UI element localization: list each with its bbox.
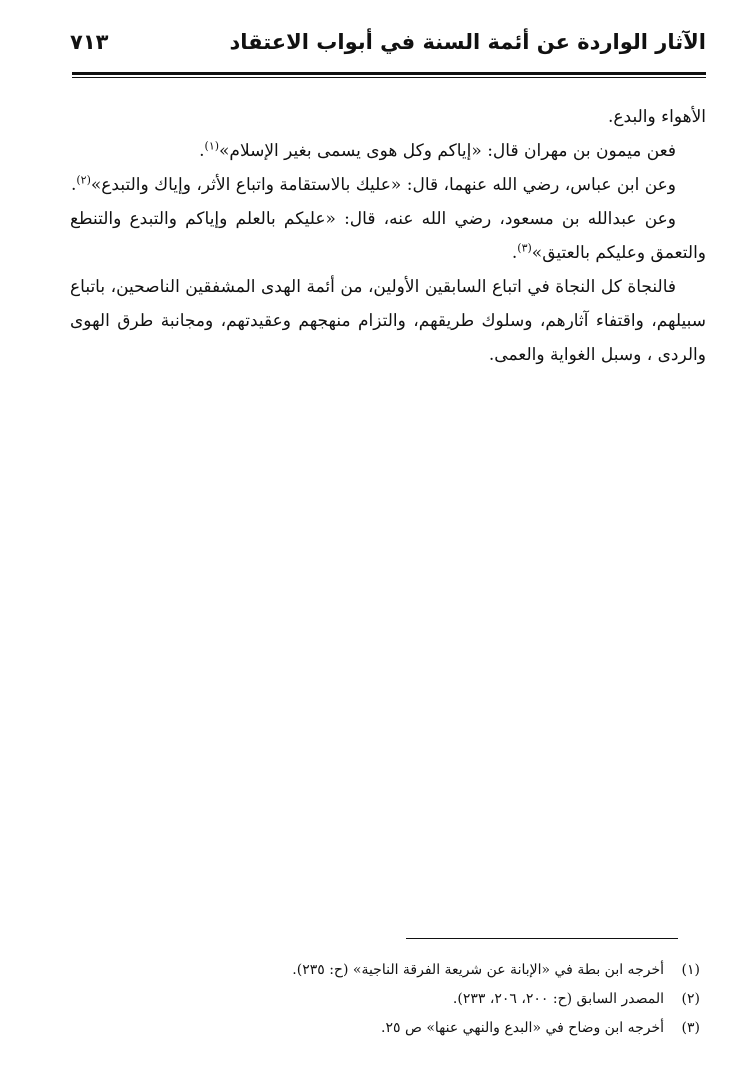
- paragraph-3: [70, 168, 706, 202]
- page-header: [70, 28, 706, 68]
- footnote-text: المصدر السابق (ح: ٢٠٠، ٢٠٦، ٢٣٣).: [452, 991, 664, 1007]
- body-text: [70, 100, 706, 372]
- paragraph-4: [70, 202, 706, 270]
- paragraph-2-end: .: [199, 141, 205, 161]
- footnote-2: [180, 985, 700, 1014]
- header-rule-thin: [72, 77, 706, 78]
- paragraph-1: الأهواء والبدع.: [608, 107, 706, 127]
- paragraph-5: فالنجاة كل النجاة في اتباع السابقين الأولين، من أئمة الهدى المشفقين الناصحين، باتباع سبيلهم، واقتفاء آثارهم، وسلوك طريقهم، والتزام منهجهم وعقيدتهم، ومجانبة طرق الهوى والردى ، وسبل الغواية والعمى.: [70, 277, 706, 365]
- footnote-number: (١): [681, 962, 700, 978]
- footnote-ref-3[interactable]: (٣): [517, 241, 532, 255]
- paragraph-4-end: .: [511, 243, 518, 263]
- paragraph-4-text: وعن عبدالله بن مسعود، رضي الله عنه، قال: «عليكم بالعلم وإياكم والتبدع والتنطع والتعمق وعليكم بالعتيق»: [70, 209, 706, 263]
- footnote-3: [180, 1014, 700, 1043]
- running-title: الآثار الواردة عن أئمة السنة في أبواب الاعتقاد: [229, 30, 706, 54]
- page-number: ٧١٣: [70, 30, 109, 54]
- footnote-1: [180, 956, 700, 985]
- paragraph-3-end: .: [70, 175, 77, 195]
- footnote-number: (٢): [681, 991, 700, 1007]
- footnote-text: أخرجه ابن وضاح في «البدع والنهي عنها» ص ٢٥.: [381, 1020, 664, 1036]
- footnote-text: أخرجه ابن بطة في «الإبانة عن شريعة الفرقة الناجية» (ح: ٢٣٥).: [292, 962, 664, 978]
- header-rule: [72, 72, 706, 75]
- footnote-rule: [406, 938, 678, 939]
- footnotes: [180, 956, 700, 1043]
- paragraph-2: [70, 134, 706, 168]
- footnote-ref-1[interactable]: (١): [204, 139, 220, 153]
- paragraph-2-text: فعن ميمون بن مهران قال: «إياكم وكل هوى يسمى بغير الإسلام»: [219, 141, 676, 161]
- paragraph-3-text: وعن ابن عباس، رضي الله عنهما، قال: «عليك بالاستقامة واتباع الأثر، وإياك والتبدع»: [90, 175, 676, 195]
- footnote-ref-2[interactable]: (٢): [76, 173, 91, 187]
- footnote-number: (٣): [681, 1020, 700, 1036]
